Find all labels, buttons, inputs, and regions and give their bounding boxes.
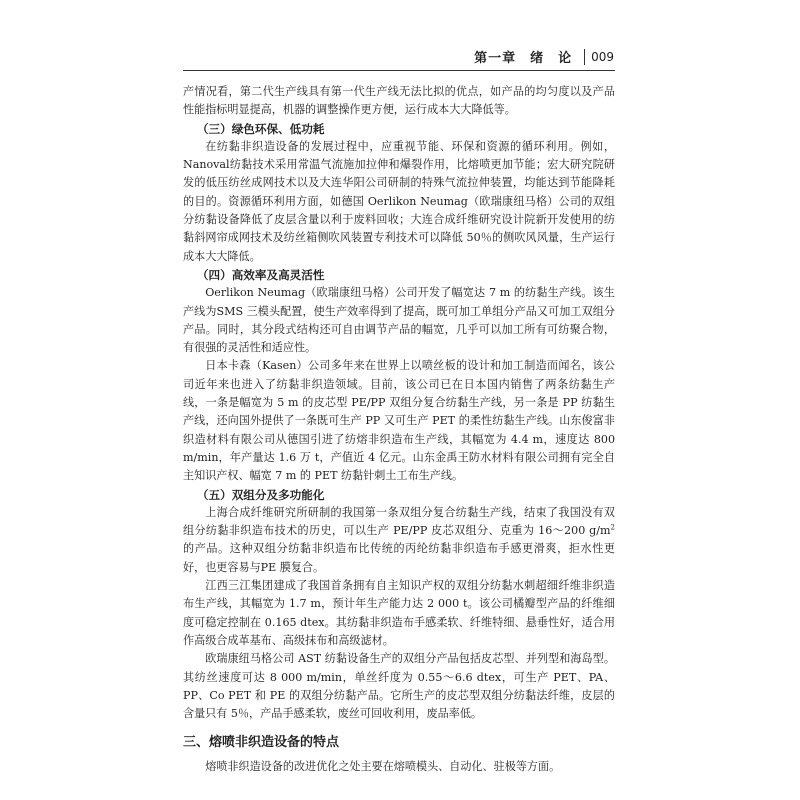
paragraph: Oerlikon Neumag（欧瑞康纽马格）公司开发了幅宽达 7 m 的纺黏生产线。该生产线为SMS 三模头配置，使生产效率得到了提高，既可加工单组分产品又可加工双组分产品。同时，其分段式结构还可自由调节产品的幅宽，几乎可以加工所有可纺聚合物，有很强的灵活性和适应性。 [183, 286, 615, 355]
body-text [183, 83, 615, 777]
text-run: 上海合成纤维研究所研制的我国第一条双组分复合纺黏生产线，结束了我国没有双组分纺黏非织造布技术的历史，可以生产 PE/PP 皮芯双组分、克重为 16～200 g/m [183, 505, 615, 538]
paragraph: 熔喷非织造设备的改进优化之处主要在熔喷模头、自动化、驻极等方面。 [205, 760, 561, 774]
paragraph-continued: 产情况看，第二代生产线具有第一代生产线无法比拟的优点，如产品的均匀度以及产品性能指标明显提高，机器的调整操作更方便，运行成本大大降低等。 [183, 85, 615, 117]
page-number: 009 [591, 49, 614, 64]
header-rule [183, 70, 615, 71]
paragraph [183, 504, 615, 577]
paragraph: 江西三江集团建成了我国首条拥有自主知识产权的双组分纺黏水刺超细纤维非织造布生产线，其幅宽为 1.7 m，预计年生产能力达 2 000 t。该公司橘瓣型产品的纤维细度可稳定控制在 0.165 dtex。其纺黏非织造布手感柔软、纤维特细、悬垂性好，适合用作高级合成革基布、高级抹布和高级滤材。 [183, 579, 615, 647]
text-run: 的产品。这种双组分纺黏非织造布比传统的丙纶纺黏非织造布手感更滑爽，拒水性更好，也更容易与PE 膜复合。 [183, 542, 615, 574]
running-header [474, 47, 614, 66]
section-heading: 三、熔喷非织造设备的特点 [183, 735, 340, 751]
chapter-title: 第一章 绪 论 [474, 51, 573, 66]
paragraph: 在纺黏非织造设备的发展过程中，应重视节能、环保和资源的循环利用。例如，Nanoval纺黏技术采用常温气流施加拉伸和爆裂作用，比熔喷更加节能；宏大研究院研发的低压纺丝成网技术以及大连华阳公司研制的特殊气流拉伸装置，均能达到节能降耗的目的。资源循环利用方面，如德国 Oerlikon Neumag（欧瑞康纽马格）公司的双组分纺黏设备降低了皮层含量以利于废料回收；大连合成纤维研究设计院新开发使用的纺黏斜网帘成网技术及纺丝箱侧吹风装置专利技术可以降低 50％的侧吹风风量，生产运行成本大大降低。 [183, 139, 615, 263]
paragraph: 欧瑞康纽马格公司 AST 纺黏设备生产的双组分产品包括皮芯型、并列型和海岛型。其纺丝速度可达 8 000 m/min，单丝纤度为 0.55～6.6 dtex，可生产 PET、PA、PP、Co PET 和 PE 的双组分纺黏产品。它所生产的皮芯型双组分纺黏法纤维，皮层的含量只有 5％，产品手感柔软，废丝可回收利用，废品率低。 [183, 652, 615, 721]
paragraph: 日本卡森（Kasen）公司多年来在世界上以喷丝板的设计和加工制造而闻名，该公司近年来也进入了纺黏非织造领域。目前，该公司已在日本国内销售了两条纺黏生产线，一条是幅宽为 5 m 的皮芯型 PE/PP 双组分复合纺黏生产线，另一条是 PP 纺黏生产线，还向国外提供了一条既可生产 PP 又可生产 PET 的柔性纺黏生产线。山东俊富非织造材料有限公司从德国引进了纺熔非织造布生产线，其幅宽为 4.4 m，速度达 800 m/min，年产量达 1.6 万 t，产值近 4 亿元。山东金禹王防水材料有限公司拥有完全自主知识产权、幅宽 7 m 的 PET 纺黏针刺土工布生产线。 [183, 359, 615, 483]
header-separator [584, 49, 585, 65]
subheading-efficiency: （四）高效率及高灵活性 [196, 267, 325, 282]
superscript: 2 [610, 523, 615, 532]
subheading-bicomponent: （五）双组分及多功能化 [196, 487, 325, 502]
subheading-green: （三）绿色环保、低功耗 [196, 121, 325, 136]
